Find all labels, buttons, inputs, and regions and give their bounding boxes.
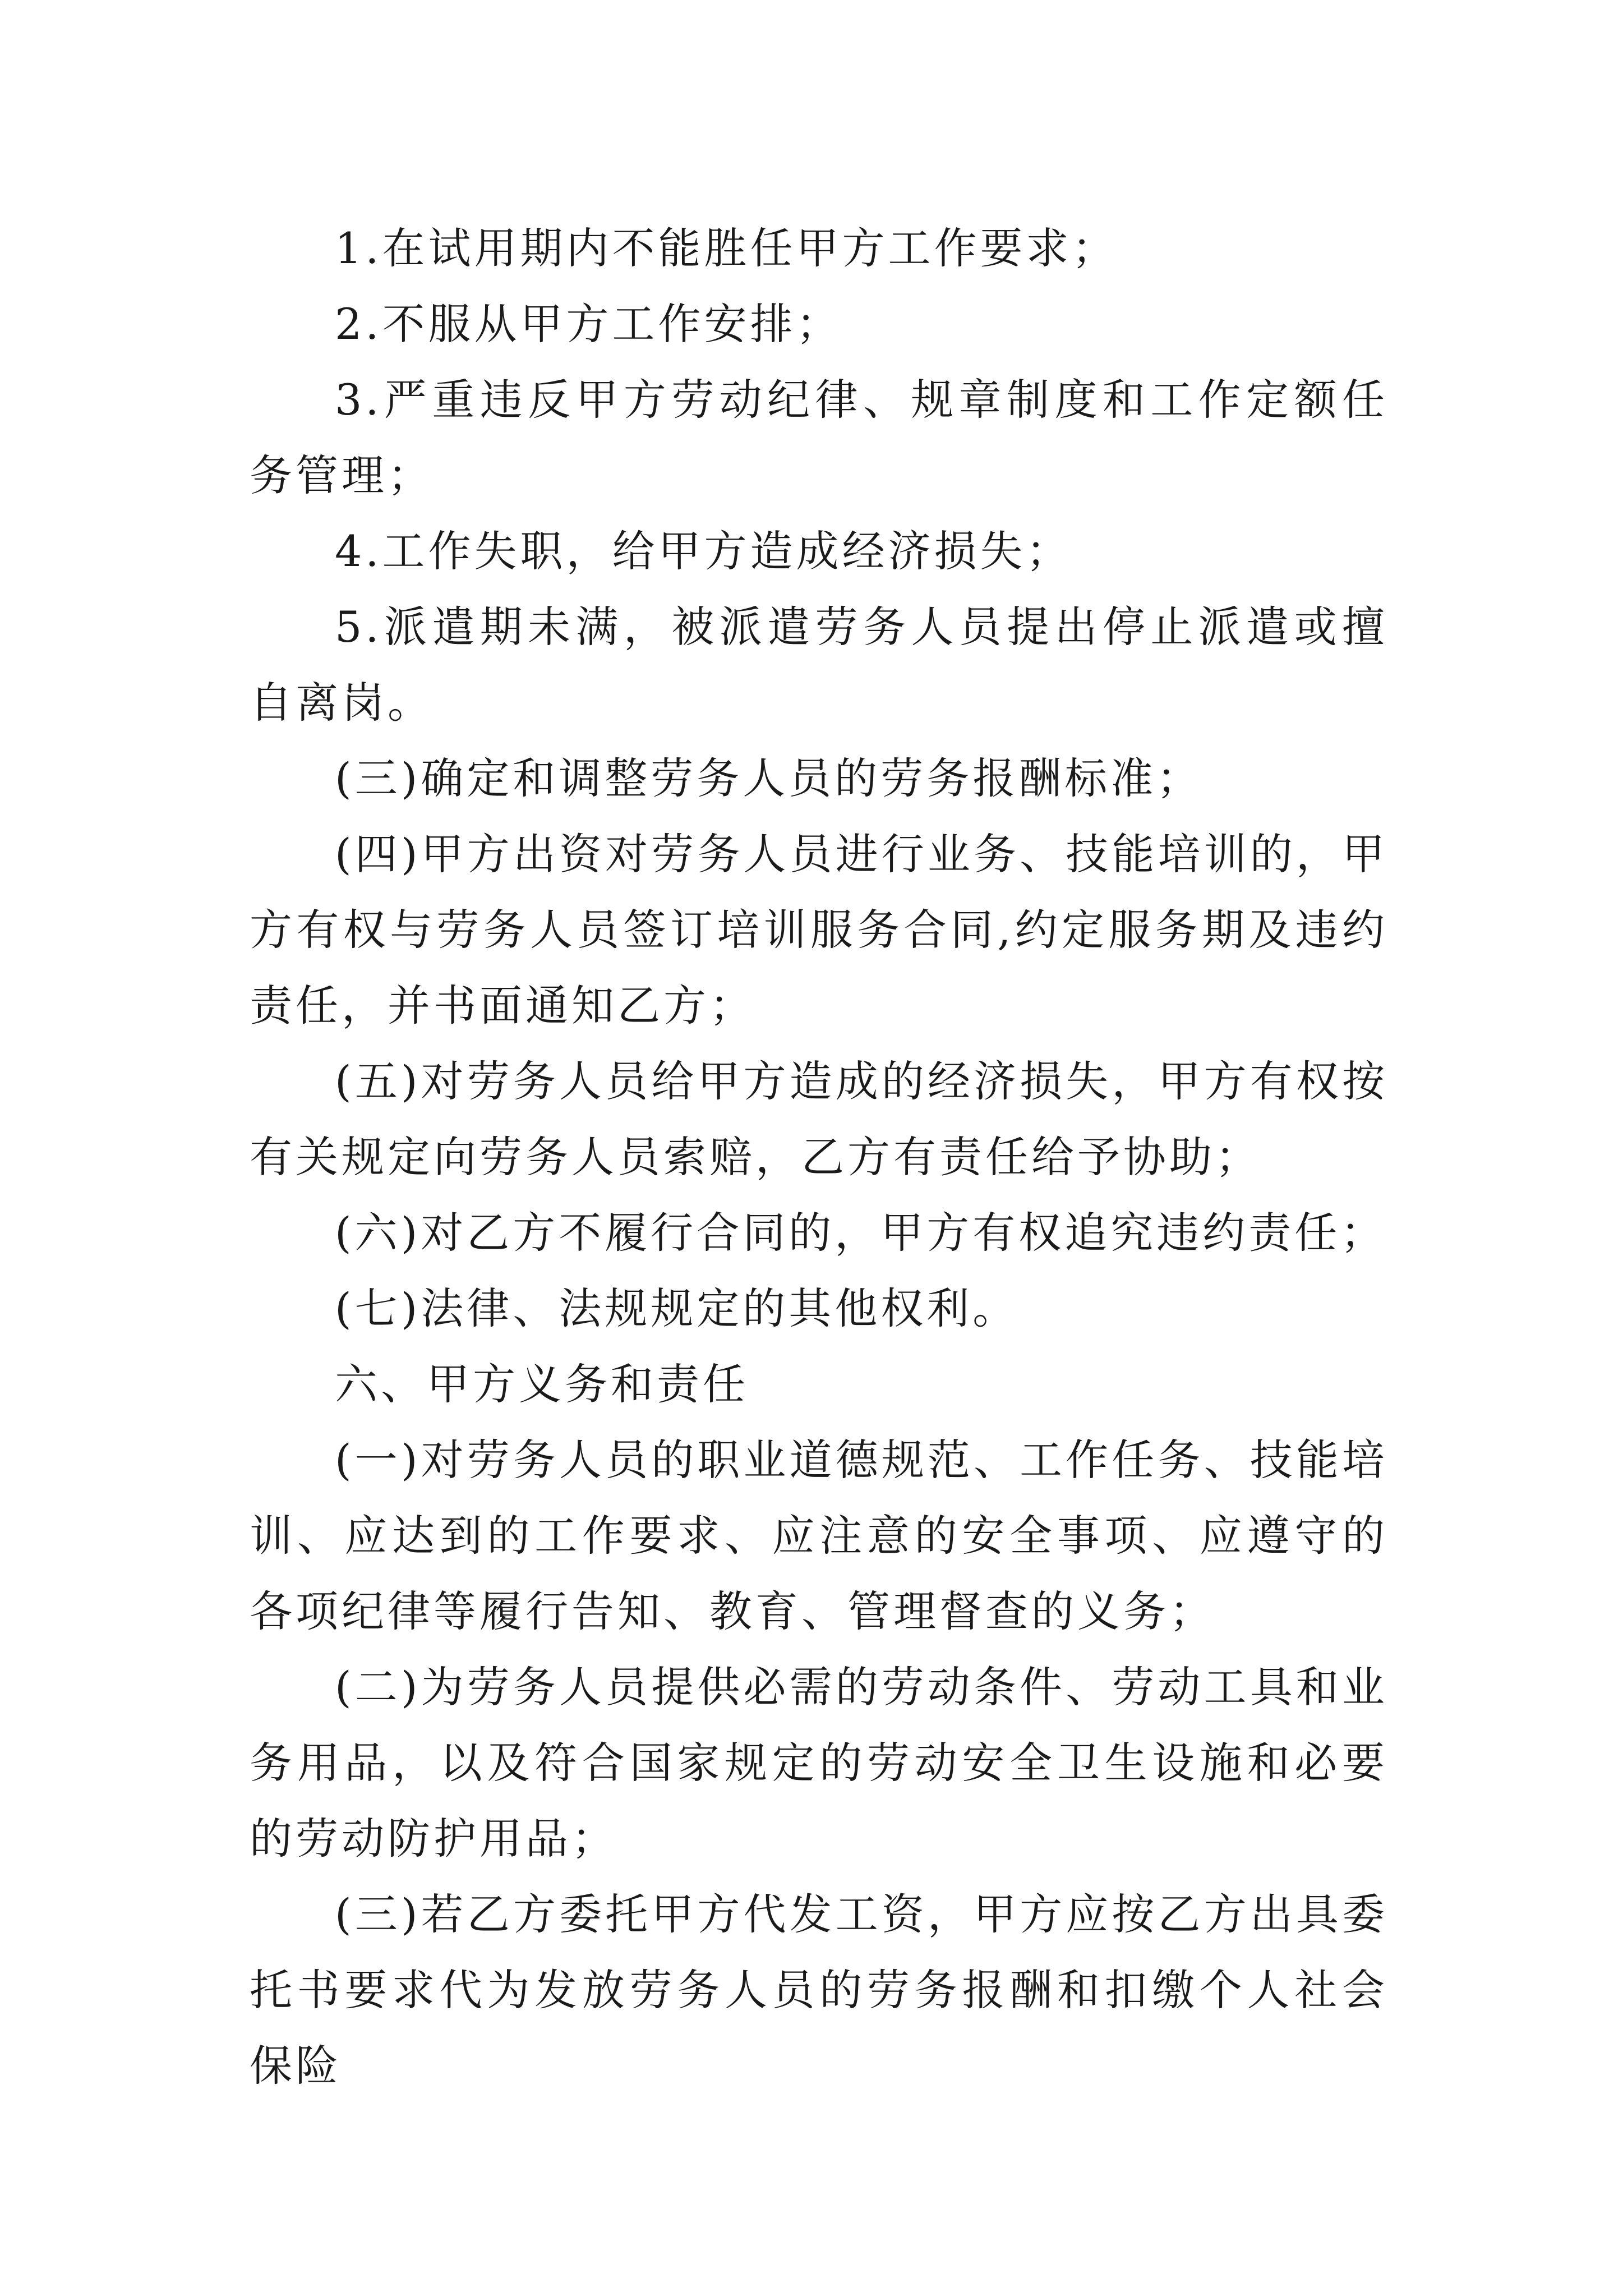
section-heading: 六、甲方义务和责任: [335, 1359, 749, 1409]
clause-5: (五)对劳务人员给甲方造成的经济损失，甲方有权按有关规定向劳务人员索赔，乙方有责任给予协助；: [250, 1056, 1388, 1182]
list-item-4: 4.工作失职，给甲方造成经济损失；: [335, 526, 1072, 576]
clause-6: (六)对乙方不履行合同的，甲方有权追究违约责任；: [335, 1208, 1387, 1258]
obligation-3: (三)若乙方委托甲方代发工资，甲方应按乙方出具委托书要求代为发放劳务人员的劳务报酬和扣缴个人社会保险: [250, 1889, 1388, 2091]
obligation-2: (二)为劳务人员提供必需的劳动条件、劳动工具和业务用品，以及符合国家规定的劳动安全卫生设施和必要的劳动防护用品；: [250, 1662, 1388, 1864]
list-item-1: 1.在试用期内不能胜任甲方工作要求；: [335, 223, 1118, 273]
document-body: [250, 210, 1388, 2104]
list-item-2: 2.不服从甲方工作安排；: [335, 299, 842, 349]
clause-7: (七)法律、法规规定的其他权利。: [335, 1283, 1019, 1333]
list-item-3: 3.严重违反甲方劳动纪律、规章制度和工作定额任务管理；: [250, 375, 1388, 500]
clause-3: (三)确定和调整劳务人员的劳务报酬标准；: [335, 753, 1203, 803]
obligation-1: (一)对劳务人员的职业道德规范、工作任务、技能培训、应达到的工作要求、应注意的安全事项、应遵守的各项纪律等履行告知、教育、管理督查的义务；: [250, 1435, 1388, 1636]
clause-4: (四)甲方出资对劳务人员进行业务、技能培训的，甲方有权与劳务人员签订培训服务合同,约定服务期及违约责任，并书面通知乙方；: [250, 829, 1388, 1030]
list-item-5: 5.派遣期未满，被派遣劳务人员提出停止派遣或擅自离岗。: [250, 602, 1388, 728]
